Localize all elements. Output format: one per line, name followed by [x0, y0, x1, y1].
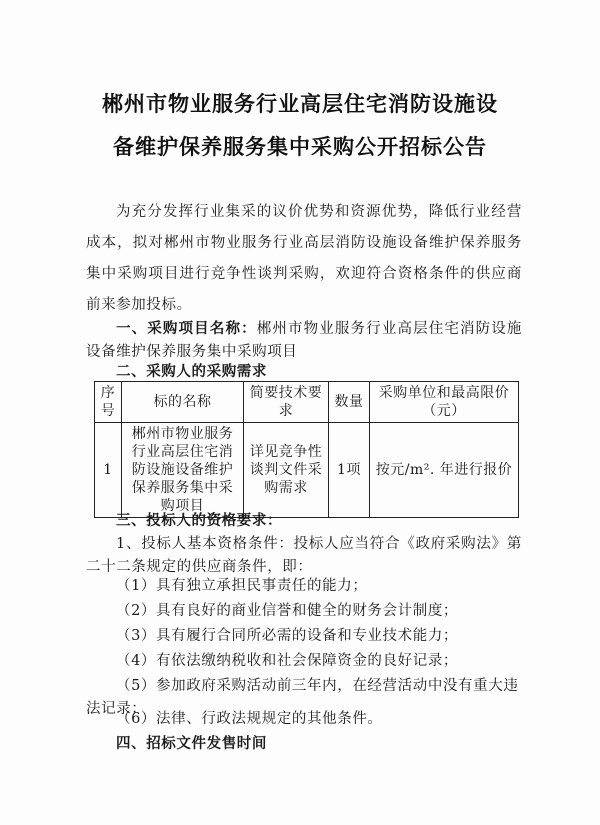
- section-3-heading: 三、投标人的资格要求：: [116, 513, 283, 529]
- qualification-intro: 1、投标人基本资格条件：投标人应当符合《政府采购法》第二十二条规定的供应商条件，即：: [86, 536, 522, 575]
- condition-item: （6）法律、行政法规规定的其他条件。: [116, 711, 383, 727]
- cell-seq: 1: [95, 423, 122, 518]
- table-header-row: [95, 382, 519, 423]
- cell-qty: 1项: [329, 423, 370, 518]
- header-price: 采购单位和最高限价（元）: [370, 382, 519, 423]
- section-2-heading: 二、采购人的采购需求: [116, 364, 267, 380]
- condition-item: （2）具有良好的商业信誉和健全的财务会计制度；: [116, 603, 459, 619]
- condition-item: （5）参加政府采购活动前三年内，在经营活动中没有重大违法记录；: [86, 678, 519, 717]
- intro-paragraph: 为充分发挥行业集采的议价优势和资源优势，降低行业经营成本，拟对郴州市物业服务行业高层消防设施设备维护保养服务集中采购项目进行竞争性谈判采购，欢迎符合资格条件的供应商前来参加投标。: [86, 204, 522, 313]
- header-tech: 简要技术要求: [244, 382, 329, 423]
- header-name: 标的名称: [122, 382, 244, 423]
- cell-price: 按元/m². 年进行报价: [370, 423, 519, 518]
- condition-item: （1）具有独立承担民事责任的能力；: [116, 578, 368, 594]
- condition-item: （3）具有履行合同所必需的设备和专业技术能力；: [116, 628, 459, 644]
- requirements-table: [94, 381, 519, 518]
- section-1-heading: 一、采购项目名称：: [116, 321, 257, 337]
- section-4-heading: 四、招标文件发售时间: [116, 736, 267, 752]
- section-1-text: 郴州市物业服务行业高层住宅消防设施设备维护保养服务集中采购项目: [86, 321, 523, 360]
- section-1: [86, 318, 522, 364]
- table-row: [95, 423, 519, 518]
- header-seq: 序号: [95, 382, 122, 423]
- cell-name: 郴州市物业服务行业高层住宅消防设施设备维护保养服务集中采购项目: [122, 423, 244, 518]
- document-title-line-2: 备维护保养服务集中采购公开招标公告: [113, 135, 487, 159]
- document-title-line-1: 郴州市物业服务行业高层住宅消防设施设: [102, 92, 498, 116]
- header-qty: 数量: [329, 382, 370, 423]
- cell-tech: 详见竞争性谈判文件采购需求: [244, 423, 329, 518]
- condition-item: （4）有依法缴纳税收和社会保障资金的良好记录；: [116, 653, 459, 669]
